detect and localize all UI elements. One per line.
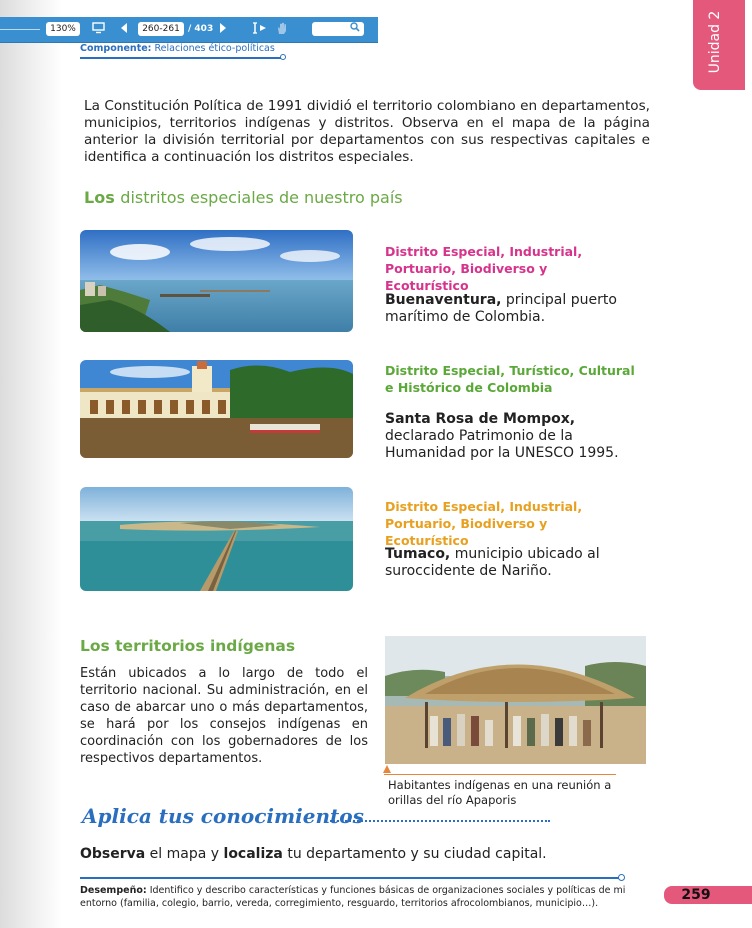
desempeno-body: Identifico y describo características y funciones básicas de organizaciones sociales y políticas de mi entorno (familia, colegio, barrio, vereda, corregimiento, resguardo, territorios afrocolombianos, municipio…).: [80, 885, 626, 909]
district-text-1: principal puerto marítimo de Colombia.: [385, 292, 617, 325]
section-title-part1: Los: [84, 188, 121, 207]
localiza-word: localiza: [223, 846, 283, 862]
hand-icon[interactable]: [276, 22, 288, 39]
page-gutter: [0, 0, 62, 928]
next-arrow-icon[interactable]: [219, 22, 227, 38]
caption-line: [384, 774, 616, 775]
aplica-dotted-line: [330, 820, 550, 822]
photo-caption: Habitantes indígenas en una reunión a orillas del río Apaporis: [388, 778, 612, 807]
component-value: Relaciones ético-políticas: [151, 43, 275, 54]
page-number: 259: [681, 887, 711, 903]
component-header: [80, 43, 275, 54]
activity-text-1: el mapa y: [145, 846, 224, 862]
component-underline: [80, 57, 282, 59]
aplica-title: Aplica tus conocimientos: [82, 804, 364, 828]
district-title-1: Distrito Especial, Industrial, Portuario, Biodiverso y Ecoturístico: [385, 244, 583, 293]
district-desc-3: [385, 546, 625, 580]
district-desc-1: [385, 292, 625, 326]
intro-paragraph: La Constitución Política de 1991 dividió el territorio colombiano en departamentos, municipios, territorios indígenas y distritos. Observa en el mapa de la página anterior la división territorial por departamentos con sus respectivas capitales e identifica a continuación los distritos especiales.: [84, 98, 650, 165]
desempeno-line-dot: [618, 874, 625, 881]
section-title-part3: istritos especiales de nuestro paí: [130, 188, 395, 207]
section-title-part2: d: [120, 188, 131, 207]
search-icon[interactable]: [350, 22, 360, 37]
toolbar-line: [0, 29, 40, 30]
activity-instruction: [80, 846, 547, 862]
unit-label: Unidad 2: [707, 10, 723, 74]
caption-marker: [383, 765, 391, 773]
page-range-field[interactable]: 260-261: [138, 22, 184, 36]
mompox-photo: [80, 360, 353, 458]
district-text-3: municipio ubicado al suroccidente de Nariño.: [385, 546, 600, 579]
territorios-title: Los territorios indígenas: [80, 637, 296, 655]
monitor-icon[interactable]: [92, 22, 105, 38]
territorios-text: Están ubicados a lo largo de todo el territorio nacional. Su administración, en el caso de abarcar uno o más departamentos, se hará por los consejos indígenas en coordinación con los gobernadores de los respectivos departamentos.: [80, 666, 368, 766]
district-name-3: Tumaco,: [385, 546, 451, 562]
page-total: / 403: [188, 24, 214, 34]
district-name-1: Buenaventura,: [385, 292, 502, 308]
activity-text-2: tu departamento y su ciudad capital.: [282, 846, 547, 862]
search-input[interactable]: [312, 22, 364, 36]
district-title-2: Distrito Especial, Turístico, Cultural e Histórico de Colombia: [385, 363, 635, 395]
indigenous-meeting-photo: [385, 636, 646, 764]
desempeno-label: Desempeño:: [80, 885, 147, 896]
prev-arrow-icon[interactable]: [120, 22, 128, 38]
district-desc-2: [385, 411, 630, 462]
buenaventura-photo: [80, 230, 353, 332]
text-select-icon[interactable]: [252, 22, 268, 38]
desempeno-line: [80, 877, 620, 879]
district-text-2: declarado Patrimonio de la Humanidad por la UNESCO 1995.: [385, 428, 619, 461]
observa-word: Observa: [80, 846, 146, 862]
desempeno-text: [80, 884, 640, 910]
viewer-toolbar: [0, 17, 378, 43]
tumaco-photo: [80, 487, 353, 591]
component-underline-dot: [280, 54, 286, 60]
district-name-2: Santa Rosa de Mompox,: [385, 411, 576, 427]
zoom-field[interactable]: 130%: [46, 22, 80, 36]
section-title-part4: s: [394, 188, 403, 207]
section-title: [84, 188, 403, 207]
district-title-3: Distrito Especial, Industrial, Portuario, Biodiverso y Ecoturístico: [385, 499, 583, 548]
component-label: Componente:: [80, 43, 152, 54]
